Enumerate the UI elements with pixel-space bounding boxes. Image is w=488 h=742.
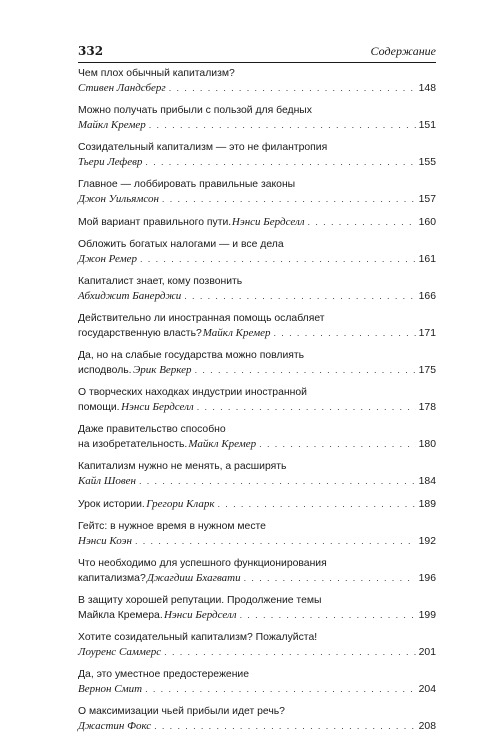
entry-author: Нэнси Бердселл — [121, 401, 194, 413]
toc-entry[interactable] — [78, 557, 436, 586]
entry-page: 155 — [418, 157, 436, 168]
toc-entry[interactable] — [78, 423, 436, 452]
leader-dots — [139, 474, 416, 488]
toc-entry[interactable] — [78, 705, 436, 734]
leader-dots — [308, 215, 416, 229]
entry-page: 189 — [418, 499, 436, 510]
entry-title: Хотите созидательный капитализм? Пожалуйста! — [78, 632, 318, 643]
entry-author: Тьери Лефевр — [78, 156, 143, 168]
entry-page: 180 — [418, 439, 436, 450]
entry-author: Майкл Кремер — [188, 438, 257, 450]
entry-page: 175 — [418, 365, 436, 376]
entry-page: 192 — [418, 536, 436, 547]
leader-dots — [145, 155, 415, 169]
toc-entry[interactable] — [78, 520, 436, 549]
page-number: 332 — [78, 44, 104, 58]
entry-page: 171 — [418, 328, 436, 339]
leader-dots — [162, 192, 416, 206]
entry-page: 148 — [418, 83, 436, 94]
toc-entry[interactable] — [78, 631, 436, 660]
entry-author: Стивен Ландсберг — [78, 82, 166, 94]
toc-entry[interactable] — [78, 497, 436, 512]
leader-dots — [169, 81, 416, 95]
entry-page: 204 — [418, 684, 436, 695]
entry-page: 196 — [418, 573, 436, 584]
entry-title: В защиту хорошей репутации. Продолжение темы — [78, 595, 322, 606]
entry-author: Нэнси Бердселл — [163, 609, 237, 621]
toc-entry[interactable] — [78, 349, 436, 378]
entry-title: Даже правительство способно — [78, 424, 226, 435]
leader-dots — [145, 682, 416, 696]
toc-entry[interactable] — [78, 67, 436, 96]
entry-title: О творческих находках индустрии иностранной — [78, 387, 307, 398]
entry-title: О максимизации чьей прибыли идет речь? — [78, 706, 285, 717]
entry-author: Абхиджит Банерджи — [78, 290, 182, 302]
entry-author: Грегори Кларк — [146, 498, 215, 510]
entry-author: Лоуренс Саммерс — [78, 646, 162, 658]
toc-entry[interactable] — [78, 460, 436, 489]
entry-title: Капиталист знает, кому позвонить — [78, 276, 243, 287]
entry-title: Да, но на слабые государства можно повлиять — [78, 350, 305, 361]
entry-page: 208 — [418, 721, 436, 732]
leader-dots — [154, 719, 416, 733]
table-of-contents — [78, 67, 436, 742]
entry-author: Джон Уильямсон — [78, 193, 159, 205]
toc-entry[interactable] — [78, 275, 436, 304]
entry-title: Созидательный капитализм — это не филантропия — [78, 142, 328, 153]
toc-entry[interactable] — [78, 386, 436, 415]
toc-entry[interactable] — [78, 312, 436, 341]
entry-author: Джастин Фокс — [78, 720, 152, 732]
toc-entry[interactable] — [78, 238, 436, 267]
leader-dots — [184, 289, 415, 303]
entry-title-cont: Майкла Кремера. — [78, 610, 163, 621]
leader-dots — [195, 363, 416, 377]
entry-page: 157 — [418, 194, 436, 205]
entry-author: Майкл Кремер — [202, 327, 271, 339]
leader-dots — [140, 252, 416, 266]
leader-dots — [197, 400, 416, 414]
entry-title-cont: исподволь. — [78, 365, 132, 376]
entry-page: 160 — [418, 217, 436, 228]
entry-title: Что необходимо для успешного функционирования — [78, 558, 327, 569]
entry-author: Нэнси Бердселл — [231, 216, 305, 228]
toc-entry[interactable] — [78, 215, 436, 230]
leader-dots — [244, 571, 416, 585]
entry-author: Вернон Смит — [78, 683, 143, 695]
entry-page: 151 — [418, 120, 436, 131]
toc-entry[interactable] — [78, 104, 436, 133]
entry-title-cont: капитализма? — [78, 573, 146, 584]
entry-title: Гейтс: в нужное время в нужном месте — [78, 521, 266, 532]
entry-title: Мой вариант правильного пути. — [78, 217, 232, 228]
entry-title-cont: помощи. — [78, 402, 120, 413]
leader-dots — [259, 437, 416, 451]
entry-page: 161 — [418, 254, 436, 265]
leader-dots — [217, 497, 415, 511]
entry-author: Майкл Кремер — [78, 119, 146, 131]
running-title: Содержание — [370, 44, 436, 58]
leader-dots — [240, 608, 416, 622]
entry-title: Да, это уместное предостережение — [78, 669, 250, 680]
leader-dots — [149, 118, 416, 132]
toc-entry[interactable] — [78, 178, 436, 207]
entry-author: Эрик Веркер — [133, 364, 192, 376]
entry-title: Обложить богатых налогами — и все дела — [78, 239, 284, 250]
entry-title: Главное — лоббировать правильные законы — [78, 179, 296, 190]
header-rule — [78, 62, 436, 63]
entry-title-cont: государственную власть? — [78, 328, 202, 339]
entry-author: Джагдиш Бхагвати — [146, 572, 241, 584]
entry-page: 184 — [418, 476, 436, 487]
entry-page: 199 — [418, 610, 436, 621]
leader-dots — [135, 534, 416, 548]
entry-author: Джон Ремер — [78, 253, 137, 265]
toc-entry[interactable] — [78, 141, 436, 170]
entry-author: Кайл Шовен — [78, 475, 136, 487]
toc-entry[interactable] — [78, 594, 436, 623]
entry-title: Урок истории. — [78, 499, 145, 510]
leader-dots — [164, 645, 416, 659]
page-header — [78, 44, 436, 60]
entry-title-cont: на изобретательность. — [78, 439, 188, 450]
entry-page: 166 — [418, 291, 436, 302]
toc-entry[interactable] — [78, 668, 436, 697]
entry-author: Нэнси Коэн — [78, 535, 132, 547]
entry-title: Можно получать прибыли с пользой для бедных — [78, 105, 312, 116]
entry-page: 201 — [418, 647, 436, 658]
entry-title: Чем плох обычный капитализм? — [78, 68, 235, 79]
entry-title: Капитализм нужно не менять, а расширять — [78, 461, 287, 472]
entry-title: Действительно ли иностранная помощь ослабляет — [78, 313, 325, 324]
leader-dots — [274, 326, 416, 340]
entry-page: 178 — [418, 402, 436, 413]
